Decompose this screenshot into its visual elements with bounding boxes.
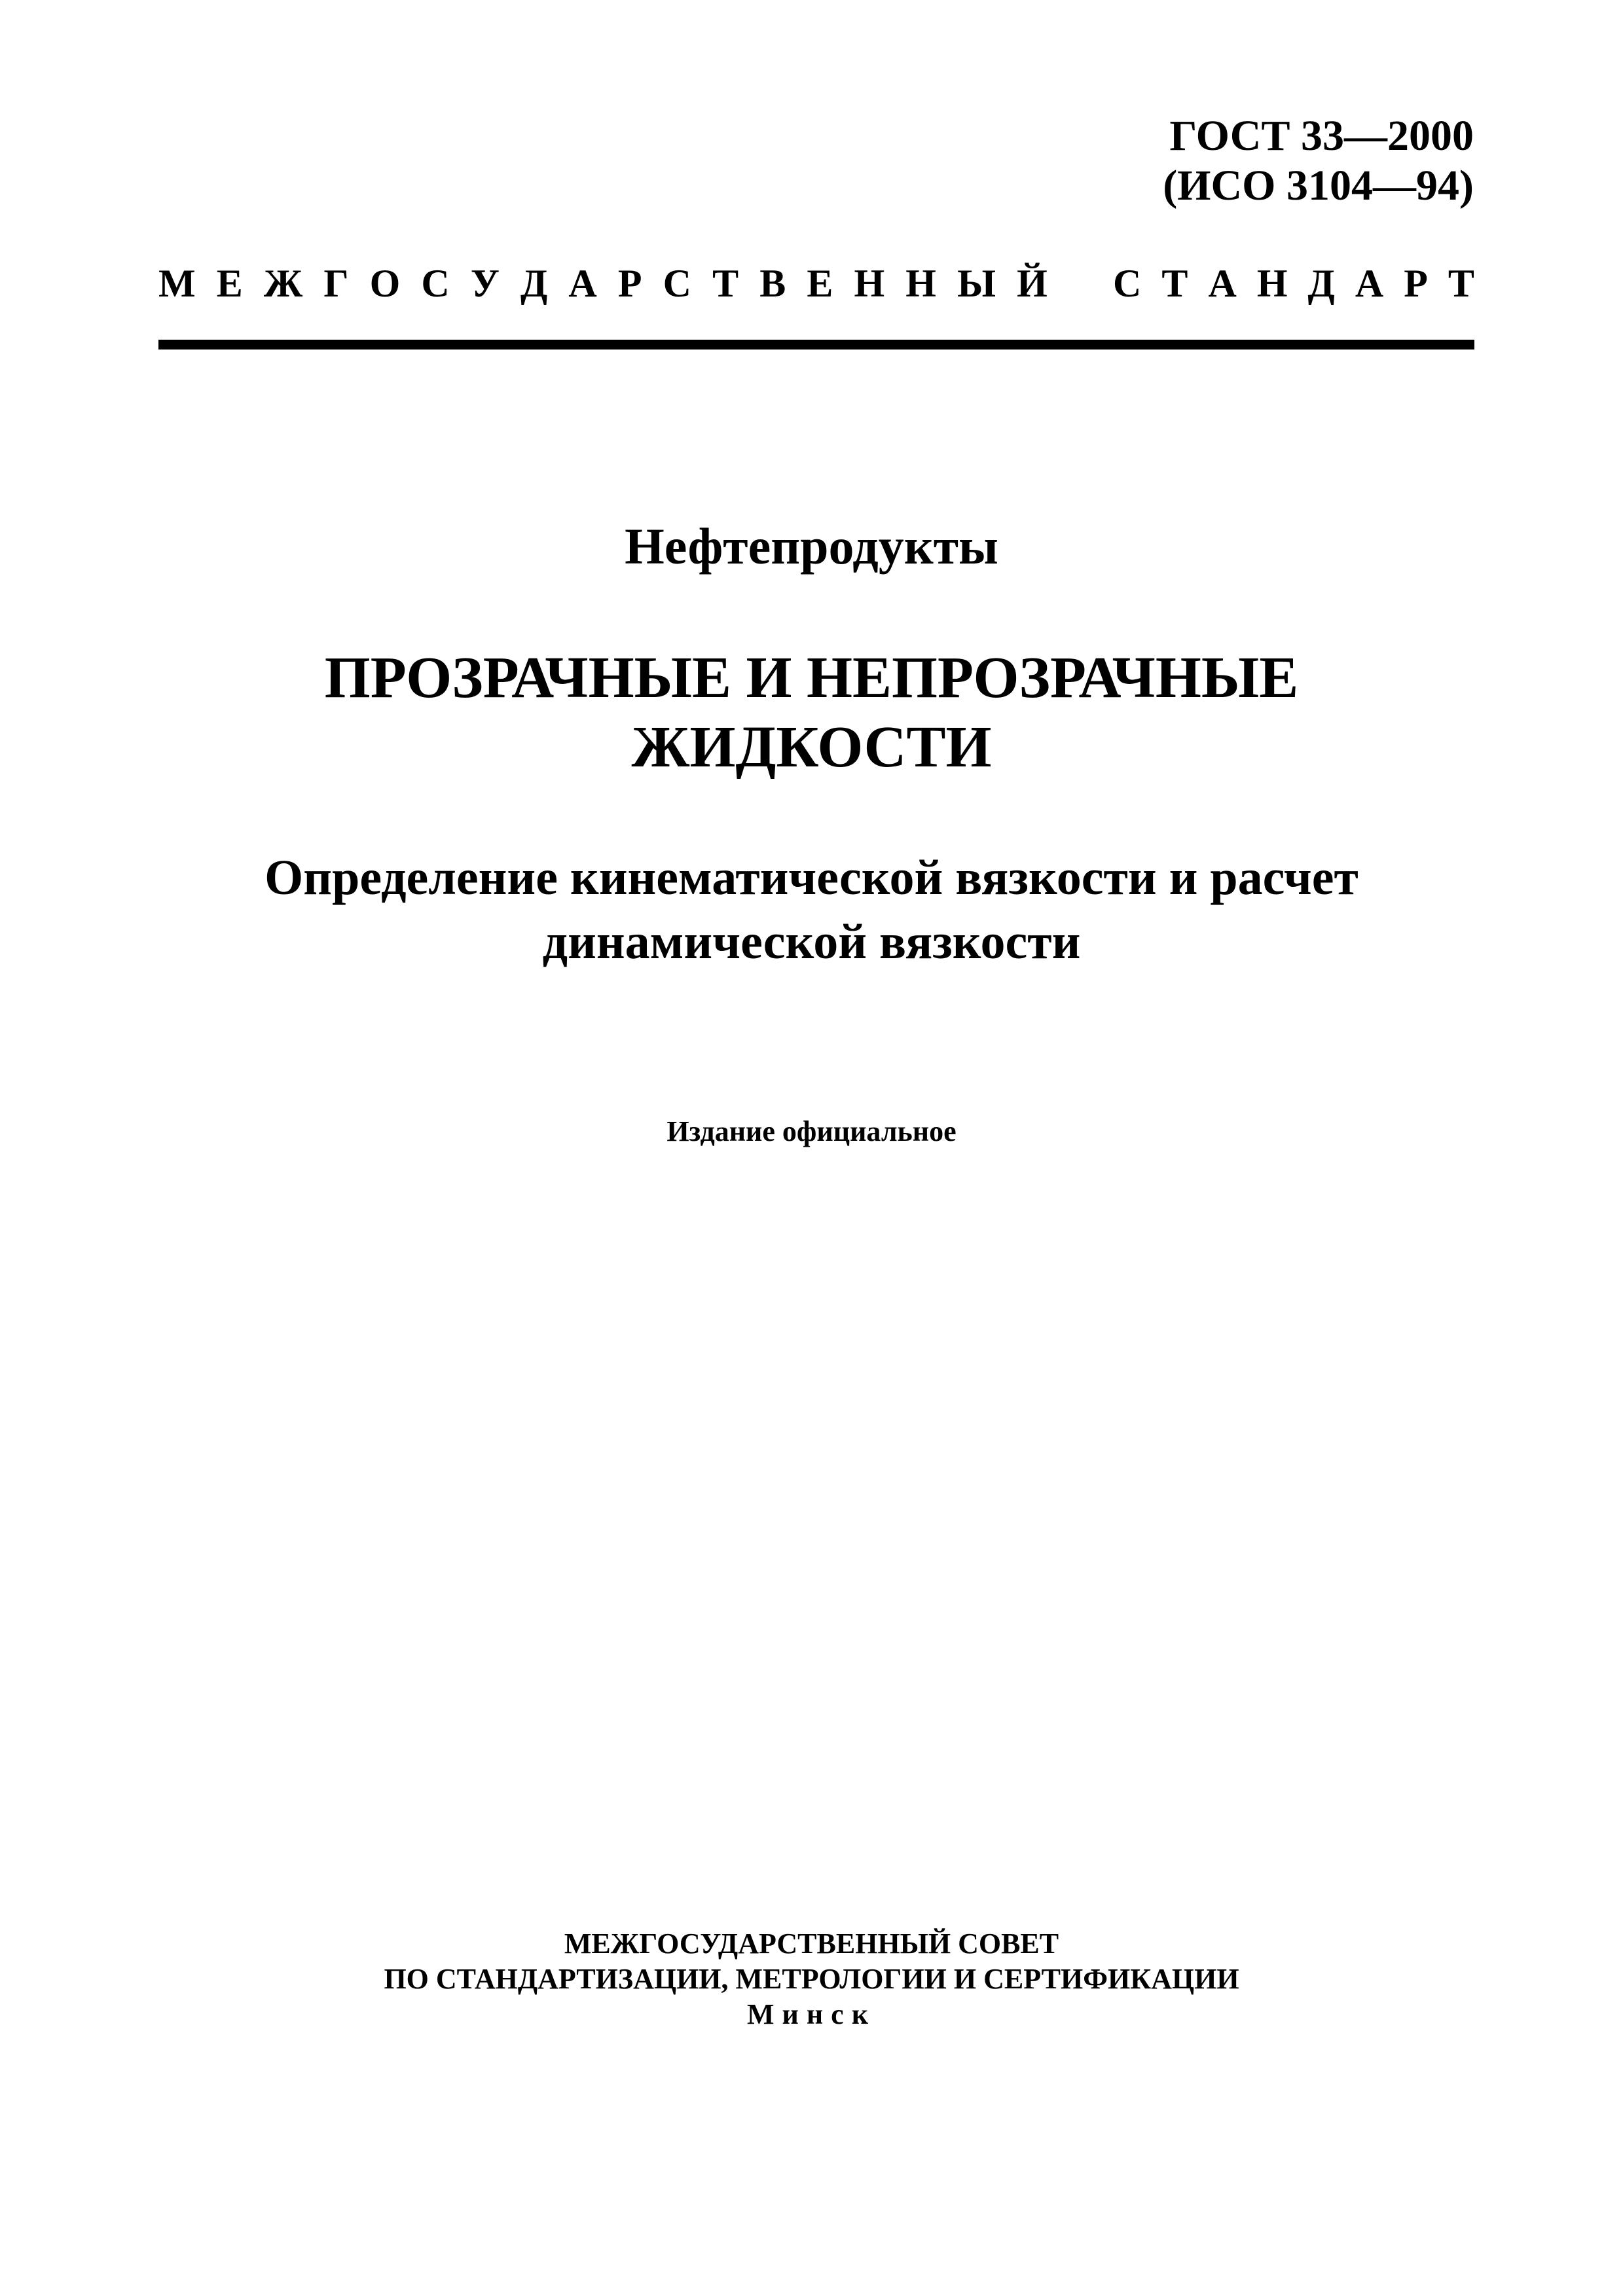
- banner-letter: Ы: [957, 262, 996, 305]
- banner-letter: Р: [617, 262, 642, 305]
- iso-equivalent: (ИСО 3104—94): [1163, 162, 1474, 209]
- banner-letter: С: [663, 262, 691, 305]
- banner-letter: С: [1113, 262, 1142, 305]
- banner-letter: А: [568, 262, 597, 305]
- banner-letter: А: [1355, 262, 1384, 305]
- banner-letter: Н: [905, 262, 936, 305]
- banner-letter: С: [421, 262, 450, 305]
- document-title: [0, 643, 1623, 782]
- banner-letter: Т: [1161, 262, 1188, 305]
- banner-letter: В: [759, 262, 786, 305]
- document-title-line: ЖИДКОСТИ: [631, 715, 992, 780]
- banner-letter: А: [1208, 262, 1237, 305]
- banner-letter: Г: [323, 262, 349, 305]
- document-subtitle-line: динамической вязкости: [542, 914, 1081, 969]
- banner-letter: Е: [216, 262, 243, 305]
- standard-number: ГОСТ 33—2000: [1169, 112, 1474, 160]
- banner-letter: Д: [1307, 262, 1335, 305]
- banner-letter: Н: [854, 262, 885, 305]
- edition-label: Издание официальное: [666, 1115, 957, 1147]
- publisher-line: ПО СТАНДАРТИЗАЦИИ, МЕТРОЛОГИИ И СЕРТИФИКАЦИИ: [384, 1963, 1239, 1995]
- standard-designation: [1163, 111, 1474, 211]
- banner-letter: О: [369, 262, 401, 305]
- product-category: Нефтепродукты: [625, 518, 998, 575]
- document-subtitle: [0, 846, 1623, 974]
- document-title-line: ПРОЗРАЧНЫЕ И НЕПРОЗРАЧНЫЕ: [324, 645, 1299, 710]
- banner-word-standard: [1113, 260, 1474, 306]
- banner-word-interstate: [158, 260, 1048, 306]
- banner-letter: Е: [807, 262, 833, 305]
- banner-letter: Т: [1448, 262, 1474, 305]
- header-rule-divider: [158, 340, 1474, 350]
- publisher-block: [0, 1926, 1623, 2032]
- publisher-line: МЕЖГОСУДАРСТВЕННЫЙ СОВЕТ: [564, 1928, 1059, 1960]
- document-subtitle-line: Определение кинематической вязкости и расчет: [264, 850, 1359, 905]
- banner-letter: Д: [520, 262, 548, 305]
- banner-letter: Р: [1404, 262, 1428, 305]
- publisher-city: Минск: [746, 1998, 877, 2030]
- banner-letter: Ж: [263, 262, 303, 305]
- banner-letter: Н: [1256, 262, 1288, 305]
- standard-type-banner: [158, 260, 1474, 306]
- banner-letter: М: [158, 262, 196, 305]
- banner-letter: Й: [1017, 262, 1048, 305]
- banner-letter: У: [470, 262, 500, 305]
- banner-letter: Т: [712, 262, 739, 305]
